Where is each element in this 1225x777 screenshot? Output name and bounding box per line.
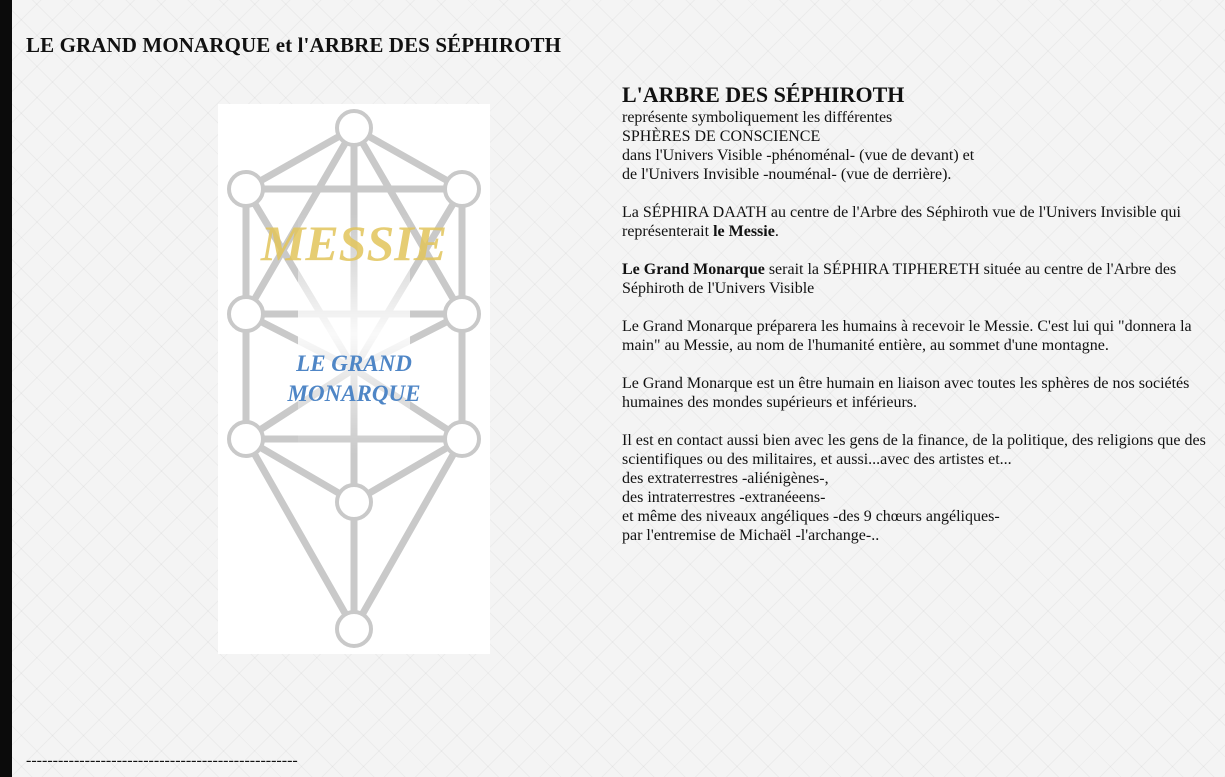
messie-word: MESSIE: [260, 215, 448, 271]
sephira-malkuth: [337, 612, 371, 646]
left-edge-bar: [0, 0, 12, 777]
intro-line: représente symboliquement les différentes: [622, 109, 893, 126]
contacts-line: par l'entremise de Michaël -l'archange-..: [622, 527, 880, 544]
intro-line: de l'Univers Invisible -nouménal- (vue de derrière).: [622, 166, 952, 183]
daath-paragraph: [622, 203, 1212, 241]
messie-emphasis: le Messie: [713, 223, 775, 240]
tree-of-sephiroth-figure: [218, 104, 490, 654]
intro-line: SPHÈRES DE CONSCIENCE: [622, 128, 821, 145]
daath-text: La SÉPHIRA DAATH au centre de l'Arbre des Séphiroth vue de l'Univers Invisible qui représenterait: [622, 204, 1181, 240]
sephira-kether: [337, 111, 371, 145]
tiphereth-text: serait la SÉPHIRA TIPHERETH située au centre de l'Arbre des Séphiroth de l'Univers Visible: [622, 261, 1177, 297]
grand-monarque-emphasis: Le Grand Monarque: [622, 261, 765, 278]
sephira-netzach: [445, 422, 479, 456]
sephira-chesed: [445, 297, 479, 331]
sephira-binah: [229, 172, 263, 206]
sephira-hod: [229, 422, 263, 456]
intro-paragraph: [622, 82, 1212, 184]
tree-diagram: [218, 104, 490, 654]
liaison-paragraph: Le Grand Monarque est un être humain en liaison avec toutes les sphères de nos sociétés humaines des mondes supérieurs et inférieurs.: [622, 375, 1190, 411]
sephira-yesod: [337, 485, 371, 519]
daath-end: .: [774, 223, 779, 240]
sephira-chokmah: [445, 172, 479, 206]
contacts-line: des intraterrestres -extranéeens-: [622, 489, 826, 506]
sephira-geburah: [229, 297, 263, 331]
grand-monarque-word-line1: LE GRAND: [296, 351, 412, 376]
contacts-line: Il est en contact aussi bien avec les gens de la finance, de la politique, des religions que des scientifiques ou des militaires, et aussi...avec des artistes et...: [622, 432, 1206, 468]
intro-line: dans l'Univers Visible -phénoménal- (vue de devant) et: [622, 147, 975, 164]
page-title: LE GRAND MONARQUE et l'ARBRE DES SÉPHIROTH: [26, 33, 562, 57]
description-column: [622, 82, 1212, 564]
section-title: L'ARBRE DES SÉPHIROTH: [622, 82, 905, 107]
tiphereth-paragraph: [622, 260, 1212, 298]
contacts-line: et même des niveaux angéliques -des 9 chœurs angéliques-: [622, 508, 1000, 525]
grand-monarque-word-line2: MONARQUE: [287, 381, 421, 406]
contacts-line: des extraterrestres -aliénigènes-,: [622, 470, 829, 487]
dashed-divider: ---------------------------------------------------: [26, 752, 298, 769]
contacts-paragraph: [622, 431, 1212, 545]
preparation-paragraph: Le Grand Monarque préparera les humains à recevoir le Messie. C'est lui qui "donnera la main" au Messie, au nom de l'humanité entière, au sommet d'une montagne.: [622, 318, 1192, 354]
